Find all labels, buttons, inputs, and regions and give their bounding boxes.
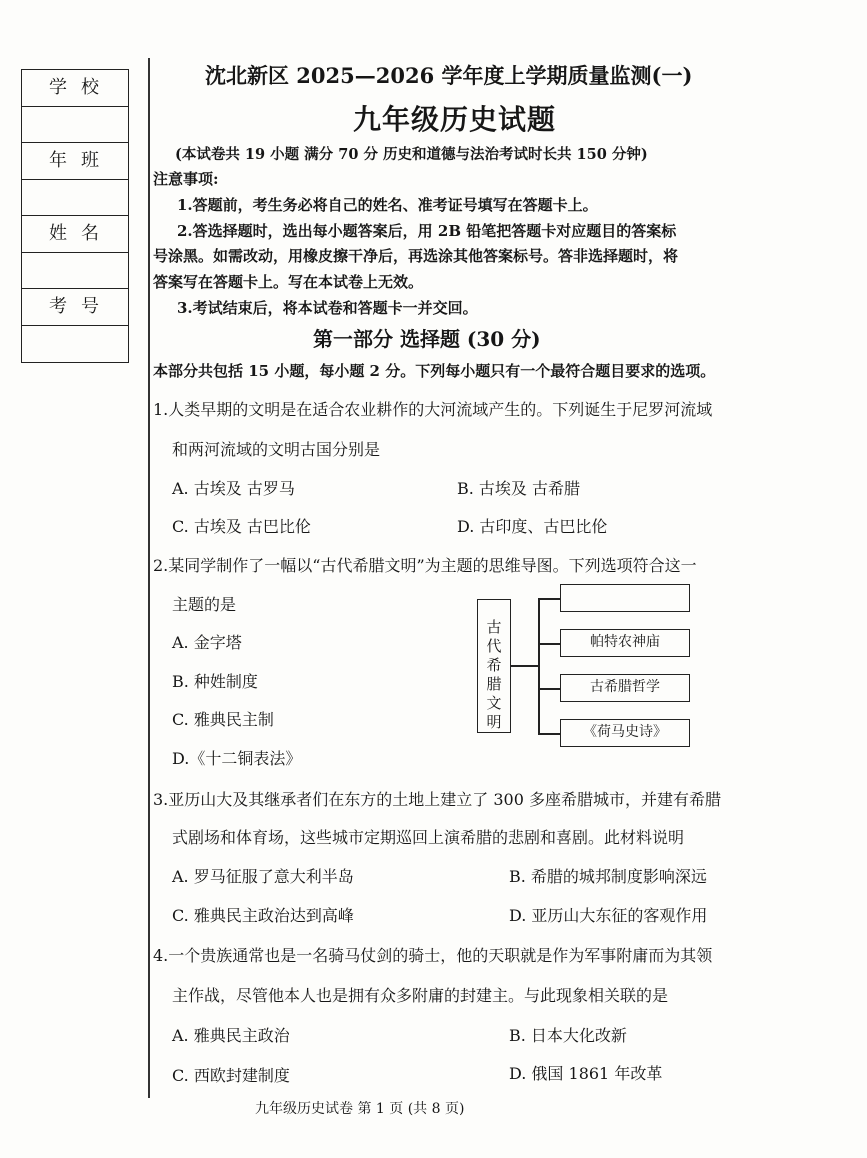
exam-title: 沈北新区 2025—2026 学年度上学期质量监测(一)	[205, 63, 693, 88]
q4-option-a[interactable]: A. 雅典民主政治	[172, 1026, 290, 1045]
mindmap-root-char: 腊	[486, 675, 502, 693]
section-instruction: 本部分共包括 15 小题，每小题 2 分。下列每小题只有一个最符合题目要求的选项。	[153, 362, 716, 380]
section-title: 第一部分 选择题 (30 分)	[313, 327, 541, 351]
info-field-exam-number[interactable]	[22, 326, 128, 363]
mindmap-root-char: 代	[486, 637, 502, 655]
mindmap-branch-parthenon: 帕特农神庙	[560, 629, 690, 657]
q2-option-c[interactable]: C. 雅典民主制	[172, 710, 274, 729]
mindmap-branch-line	[538, 643, 560, 645]
q3-option-c[interactable]: C. 雅典民主政治达到高峰	[172, 906, 354, 925]
q1-option-c[interactable]: C. 古埃及 古巴比伦	[172, 517, 311, 536]
mindmap-root-char: 文	[486, 694, 502, 712]
question-1-stem-cont: 和两河流域的文明古国分别是	[172, 440, 381, 459]
question-1-stem: 1.人类早期的文明是在适合农业耕作的大河流域产生的。下列诞生于尼罗河流域	[153, 400, 713, 419]
q4-option-c[interactable]: C. 西欧封建制度	[172, 1066, 290, 1085]
notice-item-2-end: 答案写在答题卡上。写在本试卷上无效。	[153, 273, 424, 291]
exam-meta: (本试卷共 19 小题 满分 70 分 历史和道德与法治考试时长共 150 分钟)	[175, 146, 648, 163]
q2-option-b[interactable]: B. 种姓制度	[172, 672, 258, 691]
mindmap-branch-line	[538, 733, 560, 735]
mindmap-root-char: 希	[486, 656, 502, 674]
info-label-exam-number: 考号	[22, 289, 128, 326]
mindmap-branch-line	[538, 598, 560, 600]
exam-subject-title: 九年级历史试题	[353, 103, 557, 136]
q3-option-b[interactable]: B. 希腊的城邦制度影响深远	[509, 867, 707, 886]
mindmap-root	[477, 599, 511, 733]
mindmap-root-char: 明	[486, 713, 502, 731]
info-label-name: 姓名	[22, 216, 128, 253]
page-footer: 九年级历史试卷 第 1 页 (共 8 页)	[255, 1101, 465, 1117]
q3-option-d[interactable]: D. 亚历山大东征的客观作用	[509, 906, 708, 925]
mindmap-branch-blank	[560, 584, 690, 612]
q2-option-d[interactable]: D.《十二铜表法》	[172, 749, 302, 768]
mindmap-branch-philosophy: 古希腊哲学	[560, 674, 690, 702]
info-label-school: 学校	[22, 70, 128, 107]
question-3-stem-cont: 式剧场和体育场，这些城市定期巡回上演希腊的悲剧和喜剧。此材料说明	[172, 828, 685, 847]
q1-option-b[interactable]: B. 古埃及 古希腊	[457, 479, 581, 498]
q1-option-a[interactable]: A. 古埃及 古罗马	[172, 479, 295, 498]
q4-option-b[interactable]: B. 日本大化改新	[509, 1026, 627, 1045]
question-2-stem-cont: 主题的是	[172, 595, 237, 614]
notice-heading: 注意事项:	[153, 170, 219, 188]
info-field-school[interactable]	[22, 107, 128, 144]
question-3-stem: 3.亚历山大及其继承者们在东方的土地上建立了 300 多座希腊城市，并建有希腊	[153, 790, 721, 809]
mindmap-connector	[511, 665, 539, 667]
q3-option-a[interactable]: A. 罗马征服了意大利半岛	[172, 867, 354, 886]
question-2-stem: 2.某同学制作了一幅以“古代希腊文明”为主题的思维导图。下列选项符合这一	[153, 556, 697, 575]
q2-option-a[interactable]: A. 金字塔	[172, 633, 242, 652]
info-label-class: 年班	[22, 143, 128, 180]
question-4-stem: 4.一个贵族通常也是一名骑马仗剑的骑士，他的天职就是作为军事附庸而为其领	[153, 946, 713, 965]
info-field-name[interactable]	[22, 253, 128, 290]
binding-line	[148, 58, 150, 1098]
notice-item-1: 1.答题前，考生务必将自己的姓名、准考证号填写在答题卡上。	[177, 196, 598, 214]
mindmap-branch-homer: 《荷马史诗》	[560, 719, 690, 747]
mindmap-spine	[538, 598, 540, 734]
notice-item-2: 2.答选择题时，选出每小题答案后，用 2B 铅笔把答题卡对应题目的答案标	[177, 222, 677, 240]
mindmap-branch-line	[538, 688, 560, 690]
mindmap-root-char: 古	[486, 618, 502, 636]
question-4-stem-cont: 主作战，尽管他本人也是拥有众多附庸的封建主。与此现象相关联的是	[172, 986, 669, 1005]
q4-option-d[interactable]: D. 俄国 1861 年改革	[509, 1064, 663, 1083]
student-info-box	[21, 69, 129, 363]
notice-item-3: 3.考试结束后，将本试卷和答题卡一并交回。	[177, 299, 478, 317]
q1-option-d[interactable]: D. 古印度、古巴比伦	[457, 517, 608, 536]
info-field-class[interactable]	[22, 180, 128, 217]
notice-item-2-cont: 号涂黑。如需改动，用橡皮擦干净后，再选涂其他答案标号。答非选择题时，将	[153, 247, 679, 265]
